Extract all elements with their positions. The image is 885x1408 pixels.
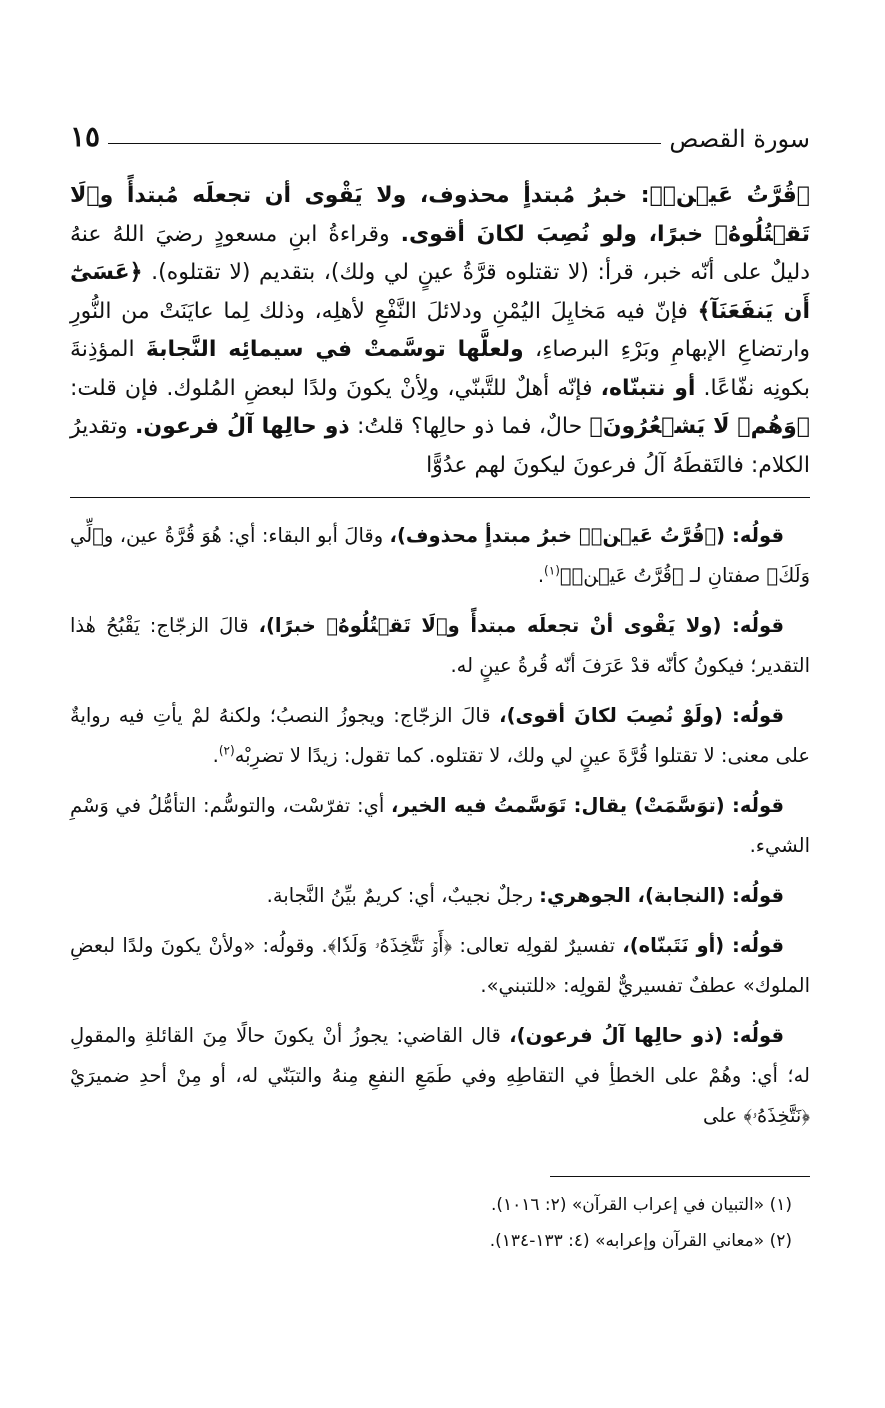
main-text-segment: ذو حالِها آلُ فرعون. — [134, 414, 350, 439]
commentary-paragraph — [70, 696, 810, 776]
main-text-separator — [70, 497, 810, 498]
main-text-segment: وقراءةُ ابنِ مسعودٍ رضيَ اللهُ عنهُ دليلٌ على أنّه خبر، قرأ: (لا تقتلوه قرَّةُ عينٍ لي ولك)، بتقديم (لا تقتلوه). — [70, 221, 810, 285]
commentary-text: قال القاضي: يجوزُ أنْ يكونَ حالًا مِنَ القائلةِ والمقولِ له؛ أي: وهُمْ على الخطأِ في التقاطِهِ وفي طَمَعِ النفعِ مِنهُ والتبَنّي له، أو مِنْ أحدِ ضميرَيْ ﴿نَتَّخِذَهُۥ﴾ على — [70, 1024, 810, 1127]
main-text-segment: فإنّ فيه مَخايِلَ اليُمْنِ ودلائلَ النَّفْعِ لأهلِه، وذلك لِما عايَنَتْ من النُّورِ وارتضاعِ الإبهامِ وبَرْءِ البرصاءِ، — [70, 298, 810, 362]
footnote-marker: (٢) — [218, 743, 235, 758]
footnote-marker: (١) — [544, 563, 560, 578]
quran-quote: ﴿عَسَىٰٓ أَن يَنفَعَنَآ﴾ — [70, 260, 810, 324]
footnote-item: (٢) «معاني القرآن وإعرابه» (٤: ١٣٣-١٣٤). — [489, 1231, 792, 1251]
page-header — [70, 105, 810, 153]
footnotes — [70, 1187, 810, 1259]
commentary-paragraph — [70, 516, 810, 596]
commentary-label: قولُه: (ولَوْ نُصِبَ لكانَ أقوى)، — [499, 704, 784, 727]
commentary-text: قالَ الزجّاج: يَقْبُحُ هٰذا التقدير؛ فيكونُ كأنّه قدْ عَرَفَ أنّه قُرةُ عينٍ له. — [70, 614, 810, 677]
book-page — [70, 105, 810, 1368]
commentary-text: قالَ الزجّاج: ويجوزُ النصبُ؛ ولكنهُ لمْ يأتِ فيه روايةٌ على معنى: لا تقتلوا قُرَّةَ عينٍ لي ولك، لا تقتلوه. كما تقول: زيدًا لا تضرِبْه — [70, 704, 810, 767]
commentary-paragraph — [70, 1016, 810, 1136]
commentary-paragraph — [70, 786, 810, 866]
running-title: سورة القصص — [669, 125, 810, 153]
main-text-segment: وتقديرُ الكلام: فالتَقطَهُ آلُ فرعونَ ليكونَ لهم عدُوًّا — [70, 414, 810, 478]
page-number: ١٥ — [70, 120, 101, 153]
main-text-segment: حالٌ، فما ذو حالِها؟ قلتُ: — [349, 414, 590, 439]
main-text-segment: أو نتبنّاه، — [600, 375, 696, 401]
commentary-text: تفسيرٌ لقولِه تعالى: ﴿أَوۡ نَتَّخِذَهُۥ وَلَدٗا﴾. وقولُه: «ولأنْ يكونَ ولدًا لبعضِ الملوك» عطفٌ تفسيريٌّ لقولِه: «للتبني». — [70, 934, 810, 997]
main-text-segment: المؤذِنةَ بكونِه نفّاعًا. — [70, 337, 810, 401]
commentary-label: قولُه: (﴿قُرَّتُ عَيۡنٖ﴾ خبرُ مبتدأٍ محذوف)، — [389, 524, 784, 547]
commentary-text: رجلٌ نجيبٌ، أي: كريمٌ بيِّنُ النَّجابة. — [266, 884, 540, 907]
footnote-rule — [550, 1176, 810, 1177]
commentary-label: قولُه: (أو نَتَبنّاه)، — [622, 934, 784, 957]
commentary-label: قولُه: (ولا يَقْوى أنْ تجعلَه مبتدأً و﴿لَا تَقۡتُلُوهُ﴾ خبرًا)، — [258, 614, 784, 637]
quran-quote: ﴿وَهُمۡ لَا يَشۡعُرُونَ﴾ — [589, 414, 811, 439]
main-text-segment: ولعلَّها توسَّمتْ في سيمائِه النَّجابةَ — [145, 337, 524, 362]
commentary-paragraph — [70, 926, 810, 1006]
main-text-segment: ﴿قُرَّتُ عَيۡنٖ﴾: خبرُ مُبتدأٍ محذوف، ولا يَقْوى أن تجعلَه مُبتدأً و﴿لَا تَقۡتُلُوهُ﴾ خبرًا، ولو نُصِبَ لكانَ أقوى. — [70, 183, 810, 247]
header-rule — [108, 143, 661, 144]
commentary-paragraph — [70, 876, 810, 916]
commentary-tail: . — [212, 744, 219, 767]
commentary-label: قولُه: (ذو حالِها آلُ فرعون)، — [509, 1024, 784, 1047]
commentary-paragraph — [70, 606, 810, 686]
commentary-text: أي: تفرّسْت، والتوسُّم: التأمُّلُ في وَسْمِ الشيء. — [70, 794, 810, 857]
main-text-segment: فإنّه أهلٌ للتَّبنّي، ولِأنْ يكونَ ولدًا لبعضِ المُلوك. فإن قلت: — [70, 375, 601, 401]
commentary-tail: . — [537, 564, 545, 587]
commentary-section — [70, 516, 810, 1136]
footnote-item: (١) «التبيان في إعراب القرآن» (٢: ١٠١٦). — [490, 1195, 792, 1215]
main-text-block — [70, 177, 810, 485]
commentary-label: قولُه: (توَسَّمَتْ) يقال: تَوَسَّمتُ فيه الخير، — [391, 794, 784, 817]
commentary-label: قولُه: (النجابة)، الجوهري: — [539, 884, 784, 907]
commentary-text: وقالَ أبو البقاء: أي: هُوَ قُرَّةُ عين، و﴿لِّي وَلَكَ﴾ صفتانِ لـ ﴿قُرَّتُ عَيۡنٖ﴾ — [70, 524, 810, 587]
